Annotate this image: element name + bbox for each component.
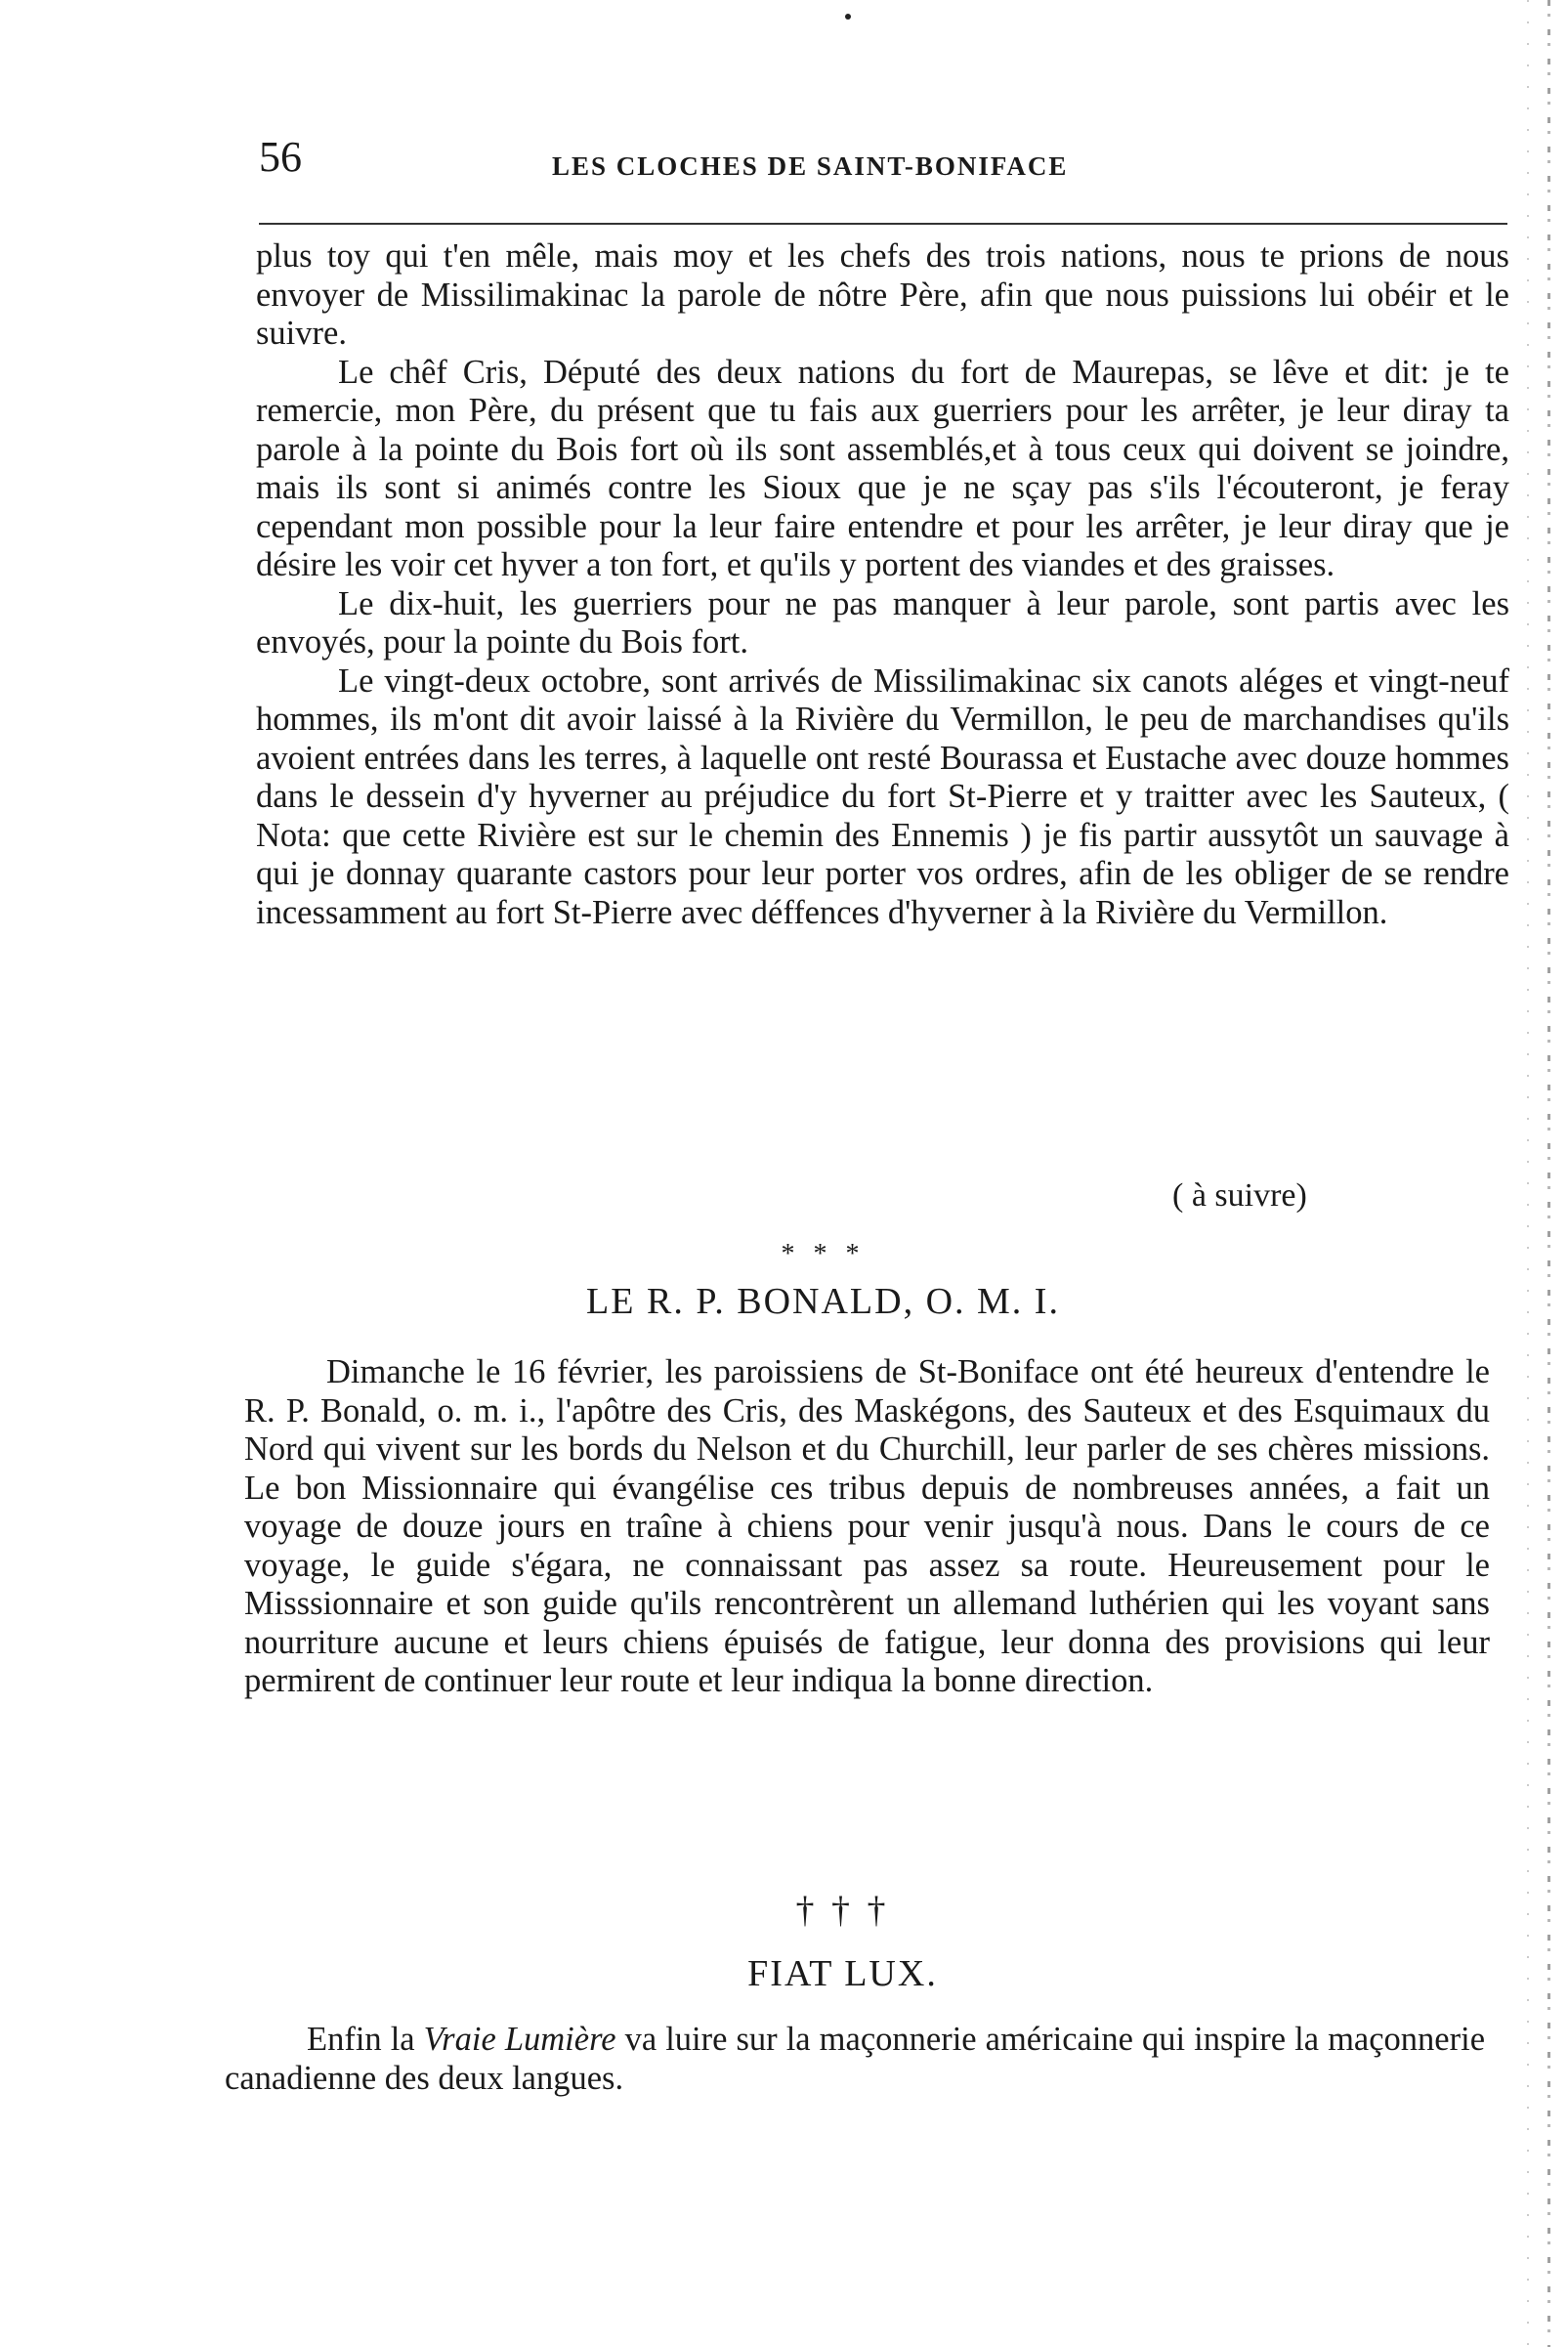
paragraph: plus toy qui t'en mêle, mais moy et les chefs des trois nations, nous te prions de nous envoyer de Missilimakinac la parole de nôtre Père, afin que nous puissions lui obéir et le suivre. (256, 237, 1509, 352)
section-bonald-text (244, 1353, 1490, 1701)
paragraph: Le vingt-deux octobre, sont arrivés de Missilimakinac six canots aléges et vingt-neuf hommes, ils m'ont dit avoir laissé à la Rivière du Vermillon, le peu de marchandises qu'ils avoient entrées dans les terres, à laquelle ont resté Bourassa et Eustache avec douze hommes dans le dessein d'y hyverner au préjudice du fort St-Pierre et y traitter avec les Sauteux, ( Nota: que cette Rivière est sur le chemin des Ennemis ) je fis partir aussytôt un sauvage à qui je donnay quarante castors pour leur porter vos ordres, afin de les obliger de se rendre incessamment au fort St-Pierre avec déffences d'hyverner à la Rivière du Vermillon. (256, 661, 1509, 931)
text-run: Enfin la (307, 2021, 424, 2058)
section-separator: † † † (795, 1890, 890, 1931)
page-header (259, 122, 1504, 191)
section-fiat-lux-text (225, 2021, 1485, 2098)
section-heading: FIAT LUX. (747, 1953, 938, 1994)
page-number: 56 (259, 133, 302, 181)
paragraph (225, 2021, 1485, 2098)
running-title: LES CLOCHES DE SAINT-BONIFACE (552, 151, 1069, 181)
section-continued-text (256, 237, 1509, 932)
continued-note: ( à suivre) (1172, 1177, 1307, 1214)
ink-speck (845, 14, 851, 20)
section-heading: LE R. P. BONALD, O. M. I. (586, 1281, 1060, 1322)
section-separator: * * * (781, 1239, 866, 1269)
header-rule (259, 223, 1507, 225)
italic-phrase: Vraie Lumière (423, 2021, 616, 2058)
text-run: va luire sur la maçonnerie américaine qui inspire la maçonnerie canadienne des deux langues. (225, 2021, 1486, 2097)
paragraph: Le dix-huit, les guerriers pour ne pas manquer à leur parole, sont partis avec les envoyés, pour la pointe du Bois fort. (256, 584, 1509, 661)
paragraph: Le chêf Cris, Député des deux nations du fort de Maurepas, se lêve et dit: je te remercie, mon Père, du présent que tu fais aux guerriers pour les arrêter, je leur diray ta parole à la pointe du Bois fort où ils sont assemblés,et à tous ceux qui doivent se joindre, mais ils sont si animés contre les Sioux que je ne sçay pas s'ils l'écouteront, je feray cependant mon possible pour la leur faire entendre et pour les arrêter, je leur diray que je désire les voir cet hyver a ton fort, et qu'ils y portent des viandes et des graisses. (256, 353, 1509, 583)
paragraph: Dimanche le 16 février, les paroissiens de St-Boniface ont été heureux d'entendre le R. P. Bonald, o. m. i., l'apôtre des Cris, des Maskégons, des Sauteux et des Esquimaux du Nord qui vivent sur les bords du Nelson et du Churchill, leur parler de ses chères missions. Le bon Missionnaire qui évangélise ces tribus depuis de nombreuses années, a fait un voyage de douze jours en traîne à chiens pour venir jusqu'à nous. Dans le cours de ce voyage, le guide s'égara, ne connaissant pas assez sa route. Heureusement pour le Misssionnaire et son guide qu'ils rencontrèrent un allemand luthérien qui les voyant sans nourriture aucune et leurs chiens épuisés de fatigue, leur donna des provisions qui leur permirent de continuer leur route et leur indiqua la bonne direction. (244, 1353, 1490, 1699)
